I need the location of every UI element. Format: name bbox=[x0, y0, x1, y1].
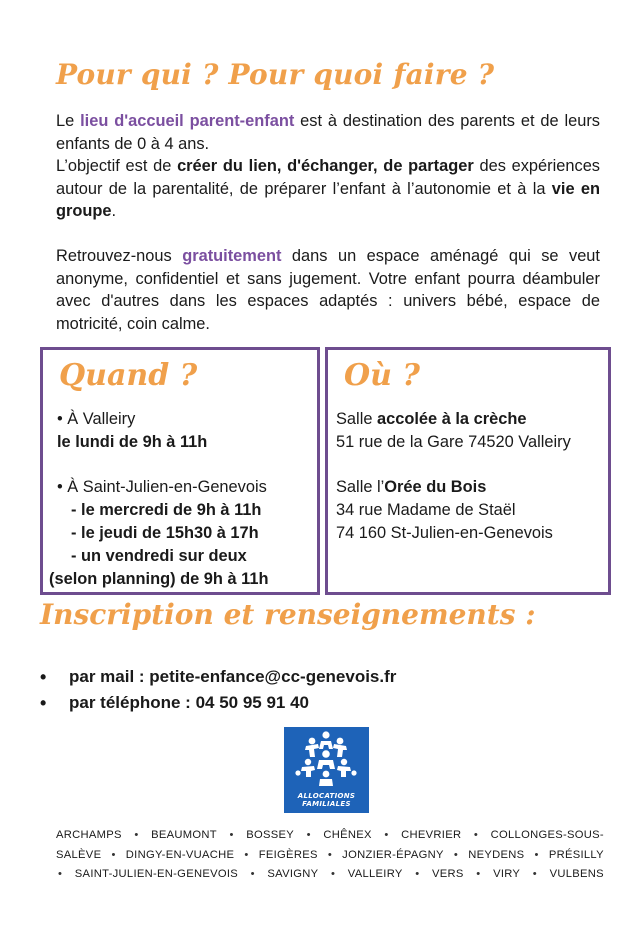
heading-inscription: Inscription et renseignements : bbox=[40, 598, 536, 631]
town-name: PRÉSILLY bbox=[548, 848, 604, 861]
town-name: SAINT-JULIEN-EN-GENEVOIS bbox=[74, 868, 239, 880]
town-name: VULBENS bbox=[549, 868, 604, 880]
when-title: Quand ? bbox=[59, 358, 198, 393]
town-name: ARCHAMPS bbox=[56, 829, 122, 841]
town-name: VALLEIRY bbox=[347, 868, 403, 880]
town-separator: • bbox=[58, 868, 63, 880]
place-2-name: Salle l’Orée du Bois bbox=[336, 478, 487, 497]
towns-list bbox=[56, 826, 604, 885]
town-name: VERS bbox=[432, 868, 464, 880]
town-name: SALÈVE bbox=[56, 848, 102, 861]
intro-paragraph-3: Retrouvez-nous gratuitement dans un espace aménagé qui se veut anonyme, confidentiel et sans jugement. Votre enfant pourra déambuler avec d'autres dans les espaces adaptés : univers bébé, espace de motricité, coin calme. bbox=[56, 246, 600, 333]
town-separator: • bbox=[244, 848, 249, 861]
town-separator: • bbox=[473, 829, 479, 841]
valleiry-schedule: le lundi de 9h à 11h bbox=[57, 432, 208, 451]
intro-paragraph-2: L’objectif est de créer du lien, d'échanger, de partager des expériences autour de la parentalité, de préparer l’enfant à l’autonomie et à la vie en groupe. bbox=[56, 157, 601, 221]
town-separator: • bbox=[532, 868, 537, 880]
place-1-name: Salle accolée à la crèche bbox=[336, 410, 527, 428]
logo-text-line-2: FAMILIALES bbox=[302, 800, 351, 808]
schedule-mercredi: - le mercredi de 9h à 11h bbox=[71, 501, 262, 520]
place-2-street: 34 rue Madame de Staël bbox=[336, 501, 516, 520]
town-separator: • bbox=[327, 848, 333, 861]
town-separator: • bbox=[229, 829, 234, 841]
town-name: CHEVRIER bbox=[401, 829, 462, 841]
when-details bbox=[49, 408, 269, 590]
town-separator: • bbox=[134, 829, 139, 841]
town-name: FEIGÈRES bbox=[258, 848, 318, 861]
town-name: BOSSEY bbox=[246, 829, 295, 841]
contact-phone: par téléphone : 04 50 95 91 40 bbox=[69, 693, 310, 712]
contact-mail: par mail : petite-enfance@cc-genevois.fr bbox=[69, 667, 397, 686]
town-separator: • bbox=[415, 868, 420, 880]
where-details bbox=[336, 408, 571, 545]
town-separator: • bbox=[111, 848, 116, 861]
highlight-gratuitement: gratuitement bbox=[182, 246, 282, 265]
place-1-address: 51 rue de la Gare 74520 Valleiry bbox=[336, 432, 571, 451]
town-name: VIRY bbox=[493, 868, 521, 880]
town-name: SAVIGNY bbox=[267, 868, 319, 880]
town-name: NEYDENS bbox=[468, 848, 525, 861]
highlight-lieu-accueil: lieu d'accueil parent-enfant bbox=[80, 112, 295, 130]
schedule-jeudi: - le jeudi de 15h30 à 17h bbox=[71, 523, 259, 542]
intro-paragraph-1: Le lieu d'accueil parent-enfant est à destination des parents et de leurs enfants de 0 à 4 ans. bbox=[56, 112, 601, 153]
location-saint-julien: • À Saint-Julien-en-Genevois bbox=[57, 478, 267, 497]
town-separator: • bbox=[453, 848, 459, 861]
when-box bbox=[40, 347, 320, 595]
where-title: Où ? bbox=[344, 358, 420, 393]
town-name: CHÊNEX bbox=[323, 829, 372, 841]
town-name: COLLONGES-SOUS- bbox=[490, 829, 604, 841]
town-separator: • bbox=[476, 868, 481, 880]
schedule-note: (selon planning) de 9h à 11h bbox=[49, 569, 269, 588]
town-separator: • bbox=[331, 868, 336, 880]
place-2-city: 74 160 St-Julien-en-Genevois bbox=[336, 523, 553, 542]
town-row bbox=[56, 865, 604, 885]
caf-logo bbox=[284, 727, 369, 813]
bullet: • bbox=[40, 693, 47, 713]
town-separator: • bbox=[250, 868, 255, 880]
town-row bbox=[56, 846, 604, 866]
where-box bbox=[325, 347, 611, 595]
contact-mail-item bbox=[40, 664, 396, 690]
town-name: BEAUMONT bbox=[151, 829, 217, 841]
schedule-vendredi: - un vendredi sur deux bbox=[71, 546, 247, 565]
logo-text-line-1: ALLOCATIONS bbox=[297, 792, 356, 800]
town-separator: • bbox=[306, 829, 311, 841]
heading-pour-qui: Pour qui ? Pour quoi faire ? bbox=[56, 58, 495, 91]
intro-text bbox=[56, 110, 600, 335]
bullet: • bbox=[40, 667, 47, 687]
town-name: DINGY-EN-VUACHE bbox=[125, 848, 235, 861]
town-separator: • bbox=[384, 829, 389, 841]
town-separator: • bbox=[534, 848, 539, 861]
contact-phone-item bbox=[40, 690, 396, 716]
town-name: JONZIER-ÉPAGNY bbox=[342, 848, 444, 861]
town-row bbox=[56, 826, 604, 846]
location-valleiry: • À Valleiry bbox=[57, 410, 136, 428]
contact-list bbox=[40, 664, 396, 716]
